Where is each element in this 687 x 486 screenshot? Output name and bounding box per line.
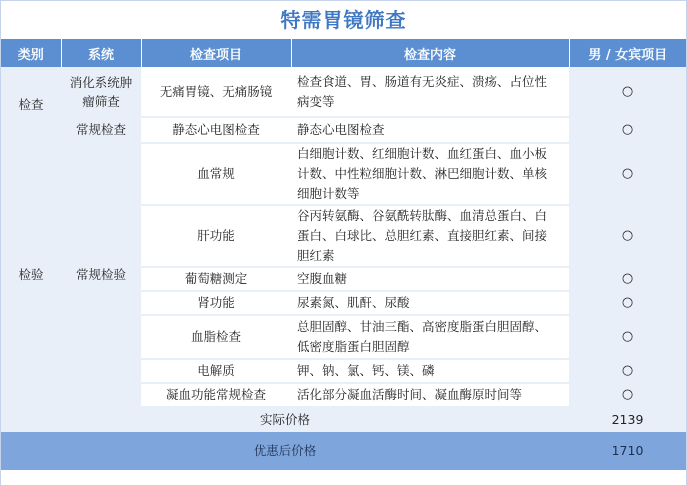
- item-cell: 电解质: [141, 359, 291, 383]
- table-row: [1, 67, 686, 117]
- content-cell: 谷丙转氨酶、谷氨酰转肽酶、血清总蛋白、白蛋白、白球比、总胆红素、直接胆红素、间接胆红素: [291, 205, 569, 267]
- gender-mark: ○: [569, 359, 686, 383]
- page-title: 特需胃镜筛查: [280, 8, 407, 32]
- item-cell: 无痛胃镜、无痛肠镜: [141, 67, 291, 117]
- table-header-row: [1, 39, 686, 67]
- actual-price-label: 实际价格: [1, 407, 569, 432]
- item-cell: 凝血功能常规检查: [141, 383, 291, 407]
- category-cell: 检查: [1, 67, 61, 143]
- actual-price-row: [1, 407, 686, 432]
- content-cell: 活化部分凝血活酶时间、凝血酶原时间等: [291, 383, 569, 407]
- category-cell: 检验: [1, 143, 61, 407]
- gender-mark: ○: [569, 143, 686, 205]
- item-cell: 肾功能: [141, 291, 291, 315]
- table-row: [1, 143, 686, 205]
- content-cell: 检查食道、胃、肠道有无炎症、溃疡、占位性病变等: [291, 67, 569, 117]
- system-cell: 常规检查: [61, 117, 141, 143]
- item-cell: 葡萄糖测定: [141, 267, 291, 291]
- header-item: 检查项目: [141, 39, 291, 67]
- gender-mark: ○: [569, 383, 686, 407]
- content-cell: 钾、钠、氯、钙、镁、磷: [291, 359, 569, 383]
- gender-mark: ○: [569, 67, 686, 117]
- header-content: 检查内容: [291, 39, 569, 67]
- discount-price-value: 1710: [569, 432, 686, 470]
- actual-price-value: 2139: [569, 407, 686, 432]
- content-cell: 静态心电图检查: [291, 117, 569, 143]
- item-cell: 血常规: [141, 143, 291, 205]
- header-category: 类别: [1, 39, 61, 67]
- gender-mark: ○: [569, 315, 686, 359]
- system-cell: 常规检验: [61, 143, 141, 407]
- screening-table: [1, 39, 686, 470]
- gender-mark: ○: [569, 205, 686, 267]
- content-cell: 白细胞计数、红细胞计数、血红蛋白、血小板计数、中性粒细胞计数、淋巴细胞计数、单核细胞计数等: [291, 143, 569, 205]
- content-cell: 空腹血糖: [291, 267, 569, 291]
- system-cell: 消化系统肿瘤筛查: [61, 67, 141, 117]
- header-system: 系统: [61, 39, 141, 67]
- content-cell: 总胆固醇、甘油三酯、高密度脂蛋白胆固醇、低密度脂蛋白胆固醇: [291, 315, 569, 359]
- table-row: [1, 117, 686, 143]
- item-cell: 血脂检查: [141, 315, 291, 359]
- discount-price-row: [1, 432, 686, 470]
- header-gender: 男 / 女宾项目: [569, 39, 686, 67]
- item-cell: 肝功能: [141, 205, 291, 267]
- gender-mark: ○: [569, 267, 686, 291]
- gender-mark: ○: [569, 117, 686, 143]
- item-cell: 静态心电图检查: [141, 117, 291, 143]
- discount-price-label: 优惠后价格: [1, 432, 569, 470]
- gender-mark: ○: [569, 291, 686, 315]
- content-cell: 尿素氮、肌酐、尿酸: [291, 291, 569, 315]
